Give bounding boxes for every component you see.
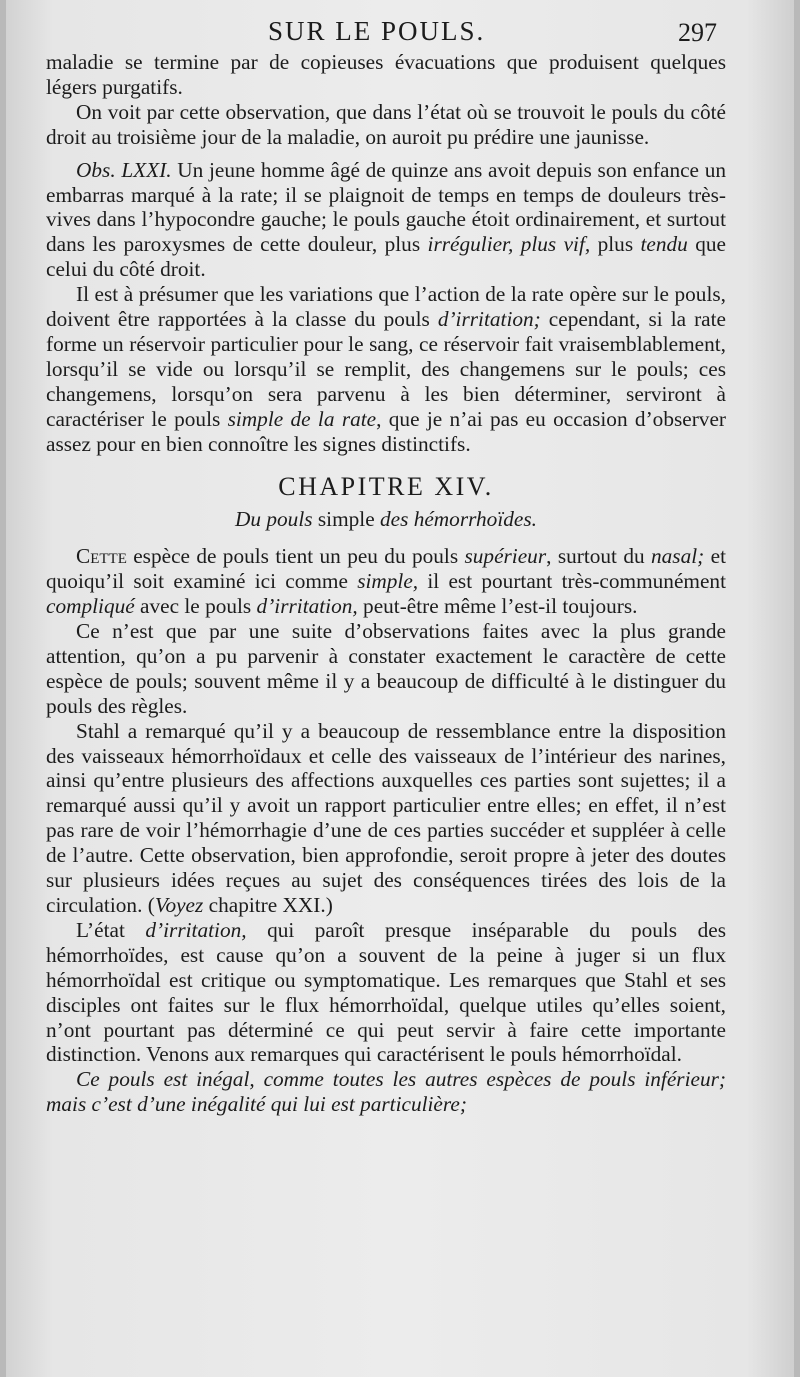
paragraph: maladie se termine par de copieuses évacuations que produisent quelques légers purgatifs.	[46, 50, 726, 99]
observation-paragraph: Obs. LXXI. Un jeune homme âgé de quinze ans avoit depuis son enfance un embarras marqué à la rate; il se plaignoit de temps en temps de douleurs très-vives dans l’hypocondre gauche; le pouls gauche étoit ordinairement, et surtout dans les paroxysmes de cette douleur, plus irrégulier, plus vif, plus tendu que celui du côté droit.	[46, 157, 726, 282]
running-head: SUR LE POULS.	[268, 16, 486, 46]
chapter-title: Du pouls simple des hémorrhoïdes.	[235, 507, 537, 532]
body-text	[46, 50, 726, 1117]
page-header	[6, 12, 794, 52]
paragraph: On voit par cette observation, que dans l’état où se trouvoit le pouls du côté droit au troisième jour de la maladie, on auroit pu prédire une jaunisse.	[46, 99, 726, 149]
paragraph: Cette espèce de pouls tient un peu du pouls supérieur, surtout du nasal; et quoiqu’il soit examiné ici comme simple, il est pourtant très-communément compliqué avec le pouls d’irritation, peut-être même l’est-il toujours.	[46, 544, 726, 619]
chapter-heading: CHAPITRE XIV.	[278, 471, 494, 501]
observation-label: Obs. LXXI.	[76, 157, 172, 182]
paragraph: L’état d’irritation, qui paroît presque inséparable du pouls des hémorrhoïdes, est cause qu’on a souvent de la peine à juger si un flux hémorrhoïdal est critique ou symptomatique. Les remarques que Stahl et ses disciples ont faites sur le flux hémorrhoïdal, quelque utiles qu’elles soient, n’ont pourtant pas déterminé ce qui peut servir à faire cette importante distinction. Venons aux remarques qui caractérisent le pouls hémorrhoïdal.	[46, 917, 726, 1067]
drop-word: Cette	[76, 544, 127, 569]
paragraph: Stahl a remarqué qu’il y a beaucoup de ressemblance entre la disposition des vaisseaux hémorrhoïdaux et celle des vaisseaux de l’intérieur des narines, ainsi qu’entre plusieurs des affections auxquelles ces parties sont sujettes; il a remarqué aussi qu’il y avoit un rapport particulier entre elles; en effet, il n’est pas rare de voir l’hémorrhagie d’une de ces parties succéder et suppléer à celle de l’autre. Cette observation, bien approfondie, seroit propre à jeter des doutes sur plusieurs idées reçues au sujet des conséquences tirées des lois de la circulation. (Voyez chapitre XXI.)	[46, 718, 726, 917]
paragraph: Il est à présumer que les variations que l’action de la rate opère sur le pouls, doivent être rapportées à la classe du pouls d’irritation; cependant, si la rate forme un réservoir particulier pour le sang, ce réservoir fait vraisemblablement, lorsqu’il se vide ou lorsqu’il se remplit, des changemens sur le pouls; ces changemens, lorsqu’on sera parvenu à les bien déterminer, serviront à caractériser le pouls simple de la rate, que je n’ai pas eu occasion d’observer assez pour en bien connoître les signes distinctifs.	[46, 282, 726, 456]
page-number: 297	[678, 18, 717, 47]
paragraph: Ce n’est que par une suite d’observations faites avec la plus grande attention, qu’on a pu parvenir à constater exactement le caractère de cette espèce de pouls; souvent même il y a beaucoup de difficulté à le distinguer du pouls des règles.	[46, 619, 726, 718]
paragraph: Ce pouls est inégal, comme toutes les autres espèces de pouls inférieur; mais c’est d’une inégalité qui lui est particulière;	[46, 1067, 726, 1117]
book-page	[6, 0, 794, 1377]
